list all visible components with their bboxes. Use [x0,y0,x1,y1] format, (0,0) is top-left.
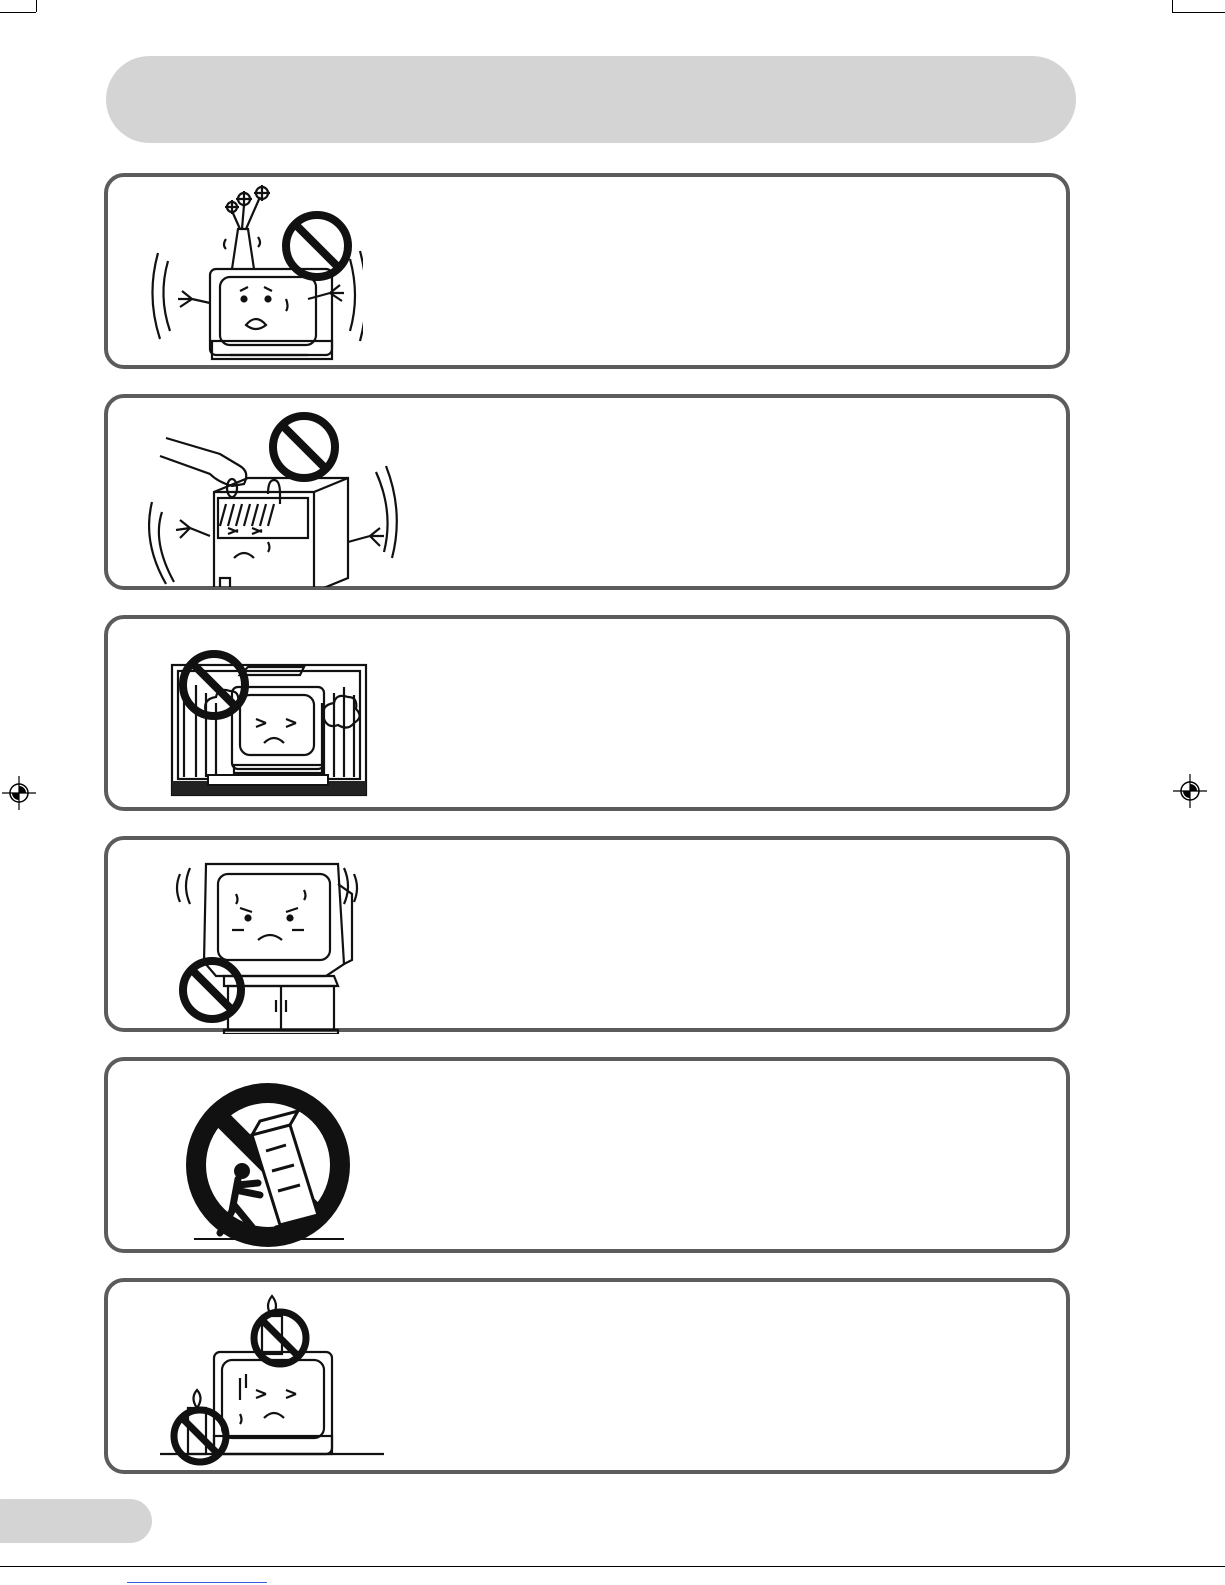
crop-mark-top-left-v [36,0,37,12]
page-number-tab [0,1499,152,1543]
safety-panel-6 [104,1278,1070,1474]
tv-vent-insertion-illustration [148,402,398,587]
bottom-trim-line [0,1566,1225,1567]
crop-mark-top-right-h [1172,12,1225,13]
safety-panel-4 [104,836,1070,1032]
safety-panel-5 [104,1057,1070,1253]
registration-mark-right [1173,774,1207,808]
safety-panel-2 [104,394,1070,590]
tv-unstable-stand-illustration [148,844,378,1034]
bottom-link-underline [127,1582,267,1583]
safety-panel-1 [104,173,1070,369]
registration-mark-left [2,776,36,810]
cart-tipover-warning-symbol [148,1065,388,1250]
tv-bookshelf-illustration [148,623,378,808]
prohibited-icon-3 [183,654,245,716]
crop-mark-top-right-v [1172,0,1173,12]
section-header-bar [106,56,1076,143]
safety-panel-3 [104,615,1070,811]
tv-flower-vase-illustration [148,181,363,366]
prohibited-icon-1 [286,215,348,277]
tv-candle-flame-illustration [148,1286,388,1471]
crop-mark-top-left-h [0,12,36,13]
prohibited-icon-2 [273,416,335,478]
